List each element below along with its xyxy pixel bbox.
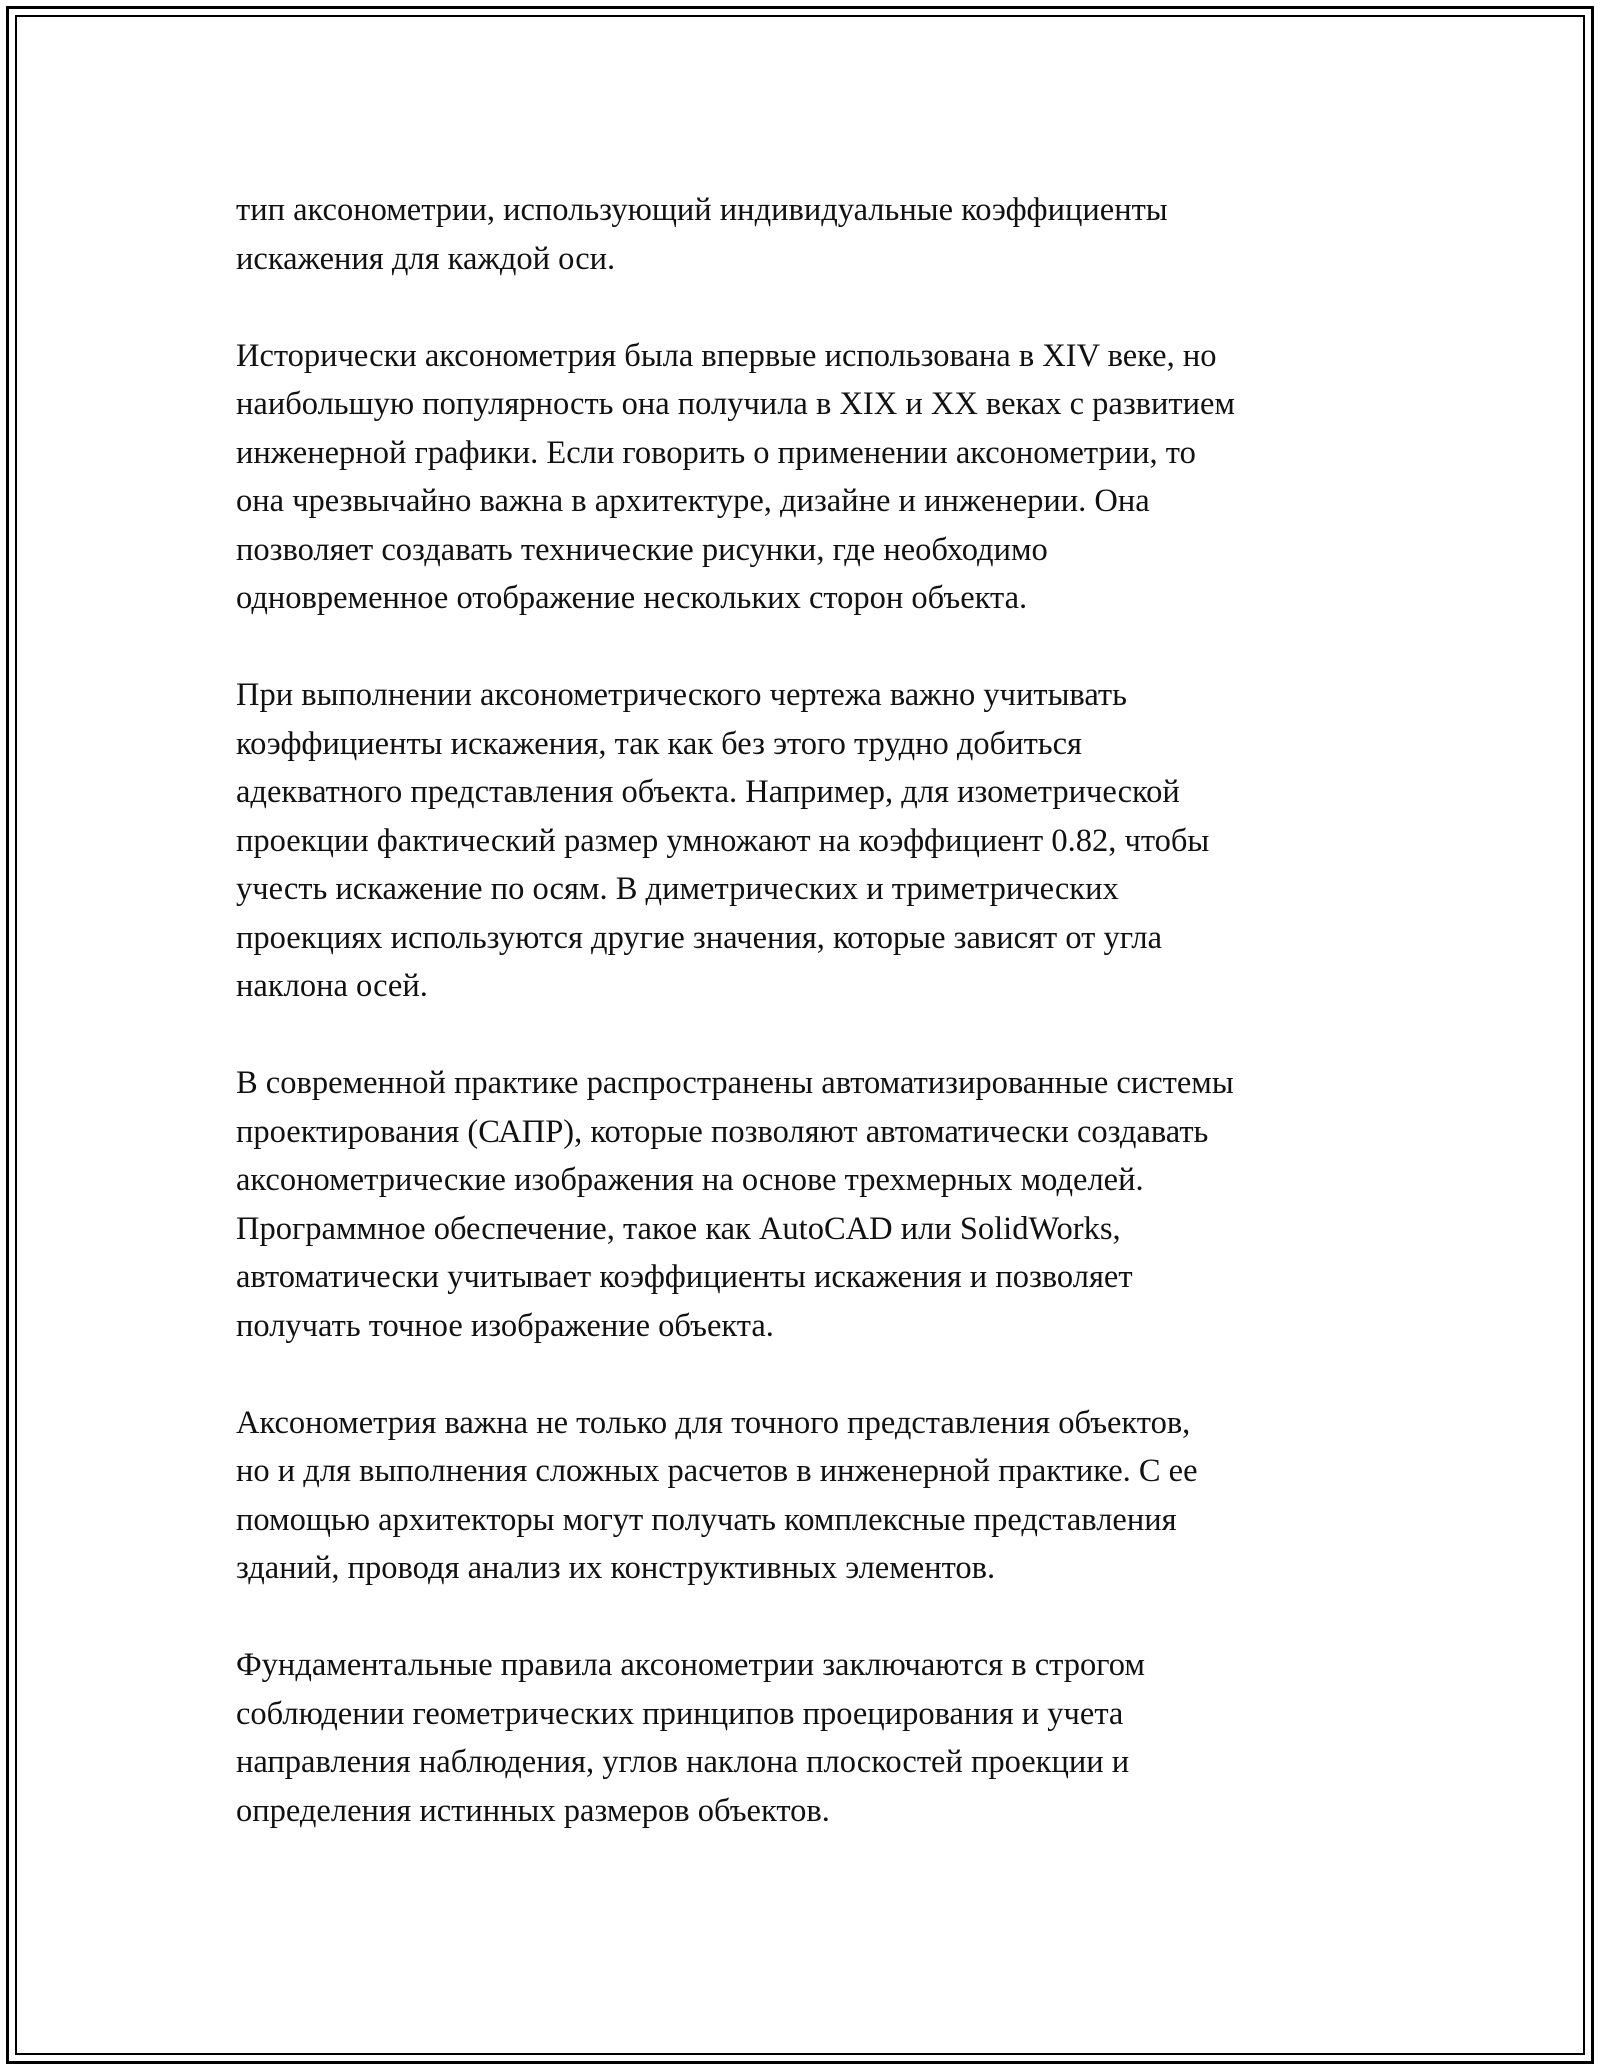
paragraph-distortion-coefficients: При выполнении аксонометрического чертежа важно учитывать коэффициенты искажения, так как без этого трудно добиться адекватного представления объекта. Например, для изометрической проекции фактический размер умножают на коэффициент 0.82, чтобы учесть искажение по осям. В диметрических и триметрических проекциях используются другие значения, которые зависят от угла наклона осей. [236, 677, 1210, 1004]
paragraph-engineering-importance: Аксонометрия важна не только для точного представления объектов, но и для выполнения сложных расчетов в инженерной практике. С ее помощью архитекторы могут получать комплексные представления зданий, проводя анализ их конструктивных элементов. [236, 1404, 1198, 1586]
paragraph-history: Исторически аксонометрия была впервые использована в XIV веке, но наибольшую популярность она получила в XIX и XX веках с развитием инженерной графики. Если говорить о применении аксонометрии, то она чрезвычайно важна в архитектуре, дизайне и инженерии. Она позволяет создавать технические рисунки, где необходимо одновременное отображение нескольких сторон объекта. [236, 337, 1235, 616]
document-body [236, 186, 1396, 1884]
paragraph-fundamental-rules: Фундаментальные правила аксонометрии заключаются в строгом соблюдении геометрических принципов проецирования и учета направления наблюдения, углов наклона плоскостей проекции и определения истинных размеров объектов. [236, 1647, 1145, 1829]
paragraph-distortion-axis: тип аксонометрии, использующий индивидуальные коэффициенты искажения для каждой оси. [236, 192, 1168, 277]
paragraph-cad-systems: В современной практике распространены автоматизированные системы проектирования (САПР), которые позволяют автоматически создавать аксонометрические изображения на основе трехмерных моделей. Программное обеспечение, такое как AutoCAD или SolidWorks, автоматически учитывает коэффициенты искажения и позволяет получать точное изображение объекта. [236, 1065, 1234, 1344]
